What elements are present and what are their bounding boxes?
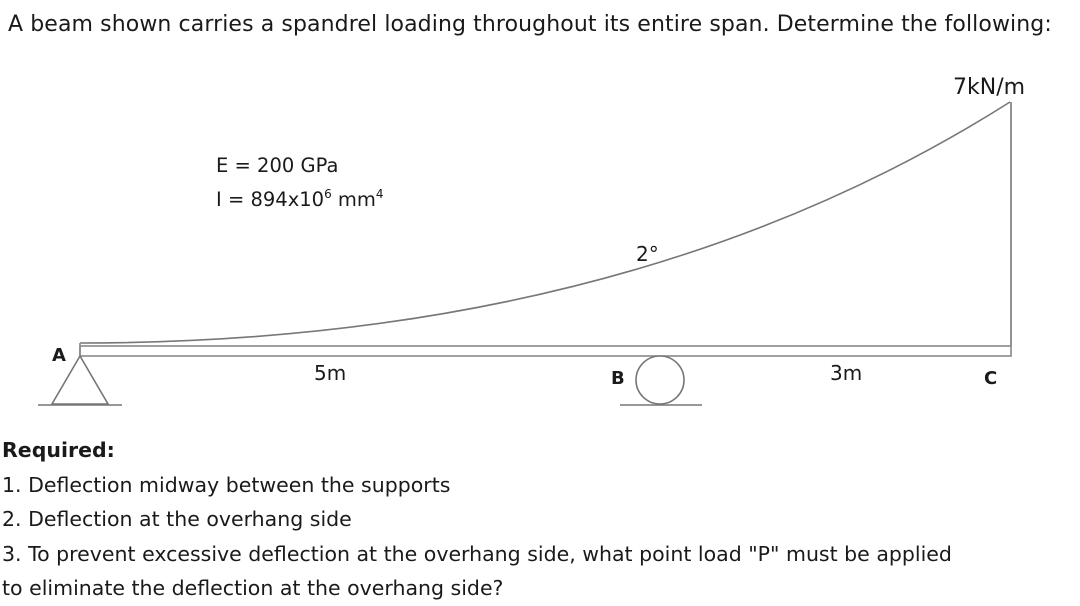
required-heading: Required: [2,438,115,462]
roller-support-b [620,356,702,405]
moment-of-inertia-label: $I = 894x10^6$ $mm^4$ [216,187,384,211]
beam [80,346,1011,356]
required-item-1: 1. Deflection midway between the supports [2,472,451,497]
support-a-label: A [52,345,66,366]
support-b-label: B [611,368,625,389]
elastic-modulus-label: E = 200 GPa [216,154,339,177]
span-bc-label: 3m [830,361,863,385]
load-intensity-label: 7kN/m [953,75,1026,100]
pin-support-a [38,356,122,405]
required-section [2,433,952,606]
end-c-label: C [984,368,998,389]
required-item-3: 3. To prevent excessive deflection at the overhang side, what point load "P" must be applied [2,541,952,566]
required-item-3-continued: to eliminate the deflection at the overhang side? [2,576,504,600]
problem-statement: A beam shown carries a spandrel loading throughout its entire span. Determine the following: [8,12,1052,37]
spandrel-load-curve [80,102,1010,343]
required-item-2: 2. Deflection at the overhang side [2,507,352,531]
curve-degree-label: 2° [636,242,659,266]
span-ab-label: 5m [314,361,347,385]
